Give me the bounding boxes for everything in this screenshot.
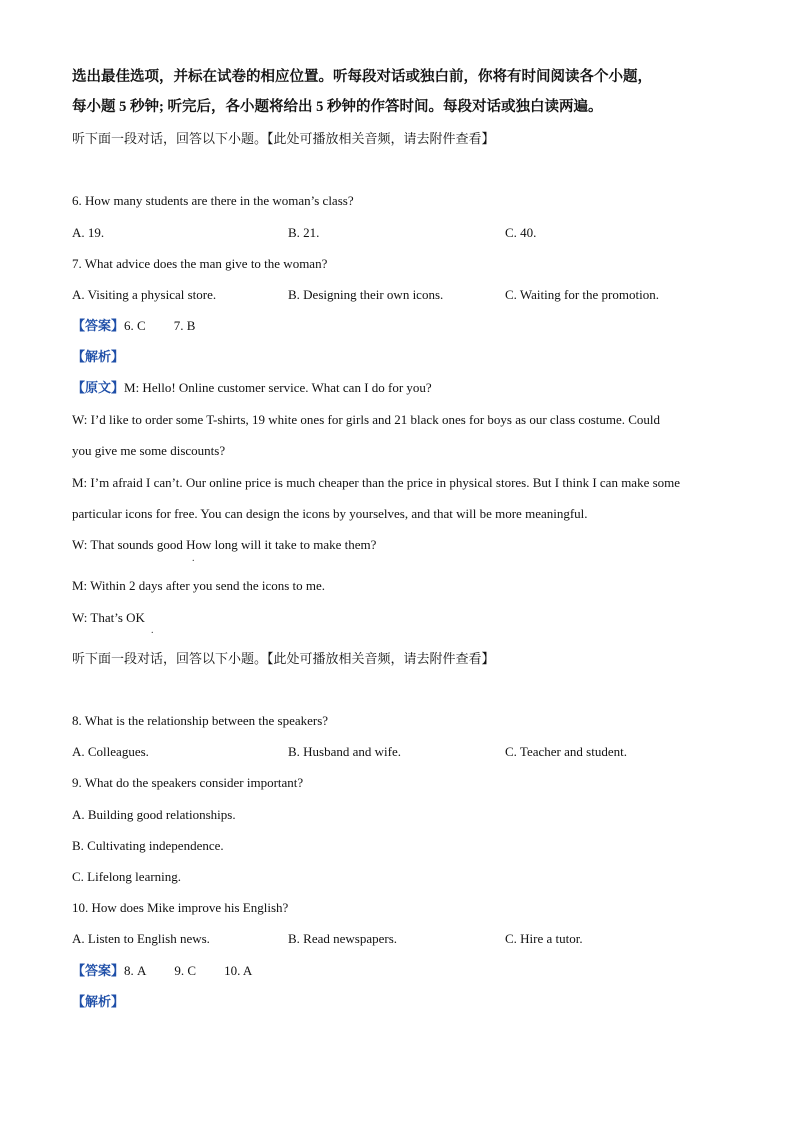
q10-option-a: A. Listen to English news. (72, 931, 210, 946)
transcript-text-1: M: Hello! Online customer service. What can I do for you? (124, 380, 432, 395)
transcript-line-2: W: I’d like to order some T-shirts, 19 white ones for girls and 21 black ones for boys as our class costume. Could (72, 412, 661, 427)
answer-6: 6. C (124, 318, 146, 333)
q8-option-c: C. Teacher and student. (505, 744, 627, 759)
section2-intro: 听下面一段对话，回答以下小题。【此处可播放相关音频，请去附件查看】 (72, 651, 495, 666)
answer-10: 10. A (224, 963, 253, 978)
question-8: 8. What is the relationship between the speakers? (72, 713, 329, 728)
punctuation-dot: . (192, 553, 195, 564)
answer-9: 9. C (174, 963, 197, 978)
answer-line-1 (72, 317, 195, 335)
question-10: 10. How does Mike improve his English? (72, 900, 289, 915)
question-7: 7. What advice does the man give to the woman? (72, 256, 328, 271)
instructions-line-2: 每小题 5 秒钟; 听完后，各小题将给出 5 秒钟的作答时间。每段对话或独白读两遍。 (72, 99, 603, 115)
transcript-line-6: W: That sounds good How long will it take to make them? (72, 537, 377, 552)
transcript-line-8: W: That’s OK (72, 610, 145, 625)
q9-option-c: C. Lifelong learning. (72, 869, 182, 884)
answer-tag: 【答案】 (72, 963, 125, 978)
answer-7: 7. B (173, 318, 196, 333)
transcript-line-7: M: Within 2 days after you send the icons to me. (72, 578, 326, 593)
analysis-tag-2: 【解析】 (72, 994, 125, 1009)
instructions-line-1: 选出最佳选项，并标在试卷的相应位置。听每段对话或独白前，你将有时间阅读各个小题， (72, 69, 652, 85)
q10-option-c: C. Hire a tutor. (505, 931, 583, 946)
transcript-line-1 (72, 379, 432, 397)
question-6: 6. How many students are there in the woman’s class? (72, 193, 354, 208)
answer-tag: 【答案】 (72, 318, 125, 333)
section1-intro: 听下面一段对话，回答以下小题。【此处可播放相关音频，请去附件查看】 (72, 131, 495, 146)
q8-option-b: B. Husband and wife. (288, 744, 402, 759)
q8-option-a: A. Colleagues. (72, 744, 149, 759)
q7-option-b: B. Designing their own icons. (288, 287, 444, 302)
q6-option-a: A. 19. (72, 225, 105, 240)
q9-option-b: B. Cultivating independence. (72, 838, 224, 853)
q7-option-a: A. Visiting a physical store. (72, 287, 217, 302)
question-9: 9. What do the speakers consider important? (72, 775, 304, 790)
q9-option-a: A. Building good relationships. (72, 807, 236, 822)
answer-8: 8. A (124, 963, 147, 978)
transcript-line-3: you give me some discounts? (72, 443, 226, 458)
q6-option-b: B. 21. (288, 225, 320, 240)
transcript-line-5: particular icons for free. You can design the icons by yourselves, and that will be more meaningful. (72, 506, 588, 521)
punctuation-dot: . (151, 625, 154, 636)
transcript-tag: 【原文】 (72, 380, 125, 395)
analysis-tag-1: 【解析】 (72, 349, 125, 364)
q10-option-b: B. Read newspapers. (288, 931, 398, 946)
transcript-line-4: M: I’m afraid I can’t. Our online price is much cheaper than the price in physical stores. But I think I can make some (72, 475, 681, 490)
answer-line-2 (72, 962, 252, 980)
q6-option-c: C. 40. (505, 225, 537, 240)
q7-option-c: C. Waiting for the promotion. (505, 287, 659, 302)
